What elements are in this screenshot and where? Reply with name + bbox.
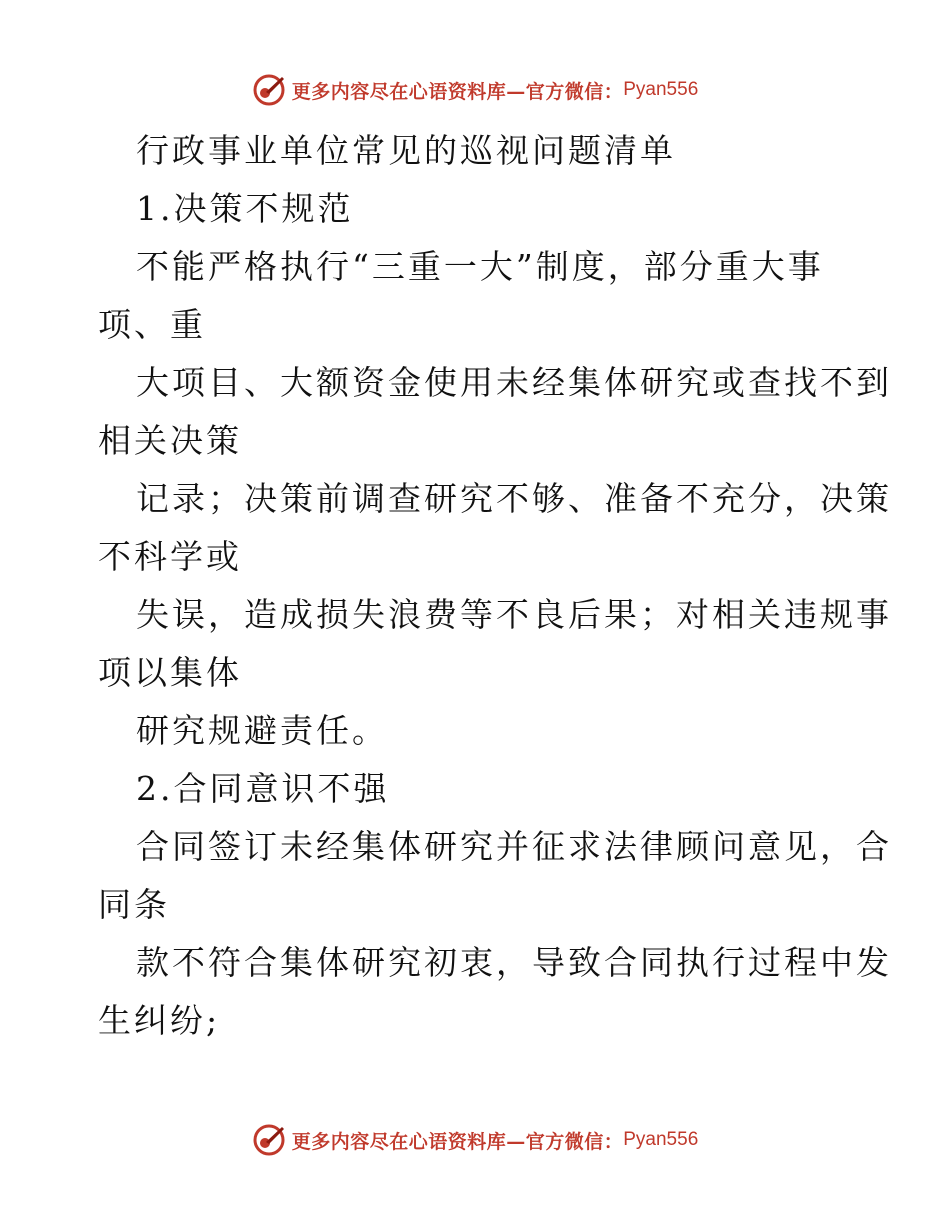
- paragraph-line: 不能严格执行“三重一大”制度，部分重大事: [136, 247, 824, 286]
- footer-watermark: [0, 1120, 950, 1160]
- header-watermark: [0, 70, 950, 110]
- brush-logo-icon: [252, 1123, 286, 1157]
- paragraph-line: 合同签订未经集体研究并征求法律顾问意见，合: [136, 827, 892, 866]
- section-heading-2: 2.合同意识不强: [136, 769, 390, 808]
- watermark-text: 更多内容尽在心语资料库—官方微信：: [291, 1130, 624, 1153]
- document-title: 行政事业单位常见的巡视问题清单: [136, 131, 676, 170]
- paragraph-line: 同条: [98, 885, 170, 924]
- paragraph-line: 失误，造成损失浪费等不良后果；对相关违规事: [136, 595, 892, 634]
- paragraph-line: 生纠纷;: [98, 1001, 221, 1040]
- watermark-wechat-id: Pyan556: [623, 79, 699, 100]
- paragraph-line: 研究规避责任。: [136, 711, 388, 750]
- paragraph-line: 大项目、大额资金使用未经集体研究或查找不到: [136, 363, 892, 402]
- section-heading-1: 1.决策不规范: [136, 189, 354, 228]
- paragraph-line: 相关决策: [98, 421, 242, 460]
- paragraph-line: 项以集体: [98, 653, 242, 692]
- paragraph-line: 款不符合集体研究初衷，导致合同执行过程中发: [136, 943, 892, 982]
- watermark-wechat-id: Pyan556: [623, 1129, 699, 1150]
- brush-logo-icon: [252, 73, 286, 107]
- paragraph-line: 记录；决策前调查研究不够、准备不充分，决策: [136, 479, 892, 518]
- paragraph-line: 不科学或: [98, 537, 242, 576]
- document-body: [98, 122, 892, 1050]
- watermark-text: 更多内容尽在心语资料库—官方微信：: [291, 80, 624, 103]
- paragraph-line: 项、重: [98, 305, 206, 344]
